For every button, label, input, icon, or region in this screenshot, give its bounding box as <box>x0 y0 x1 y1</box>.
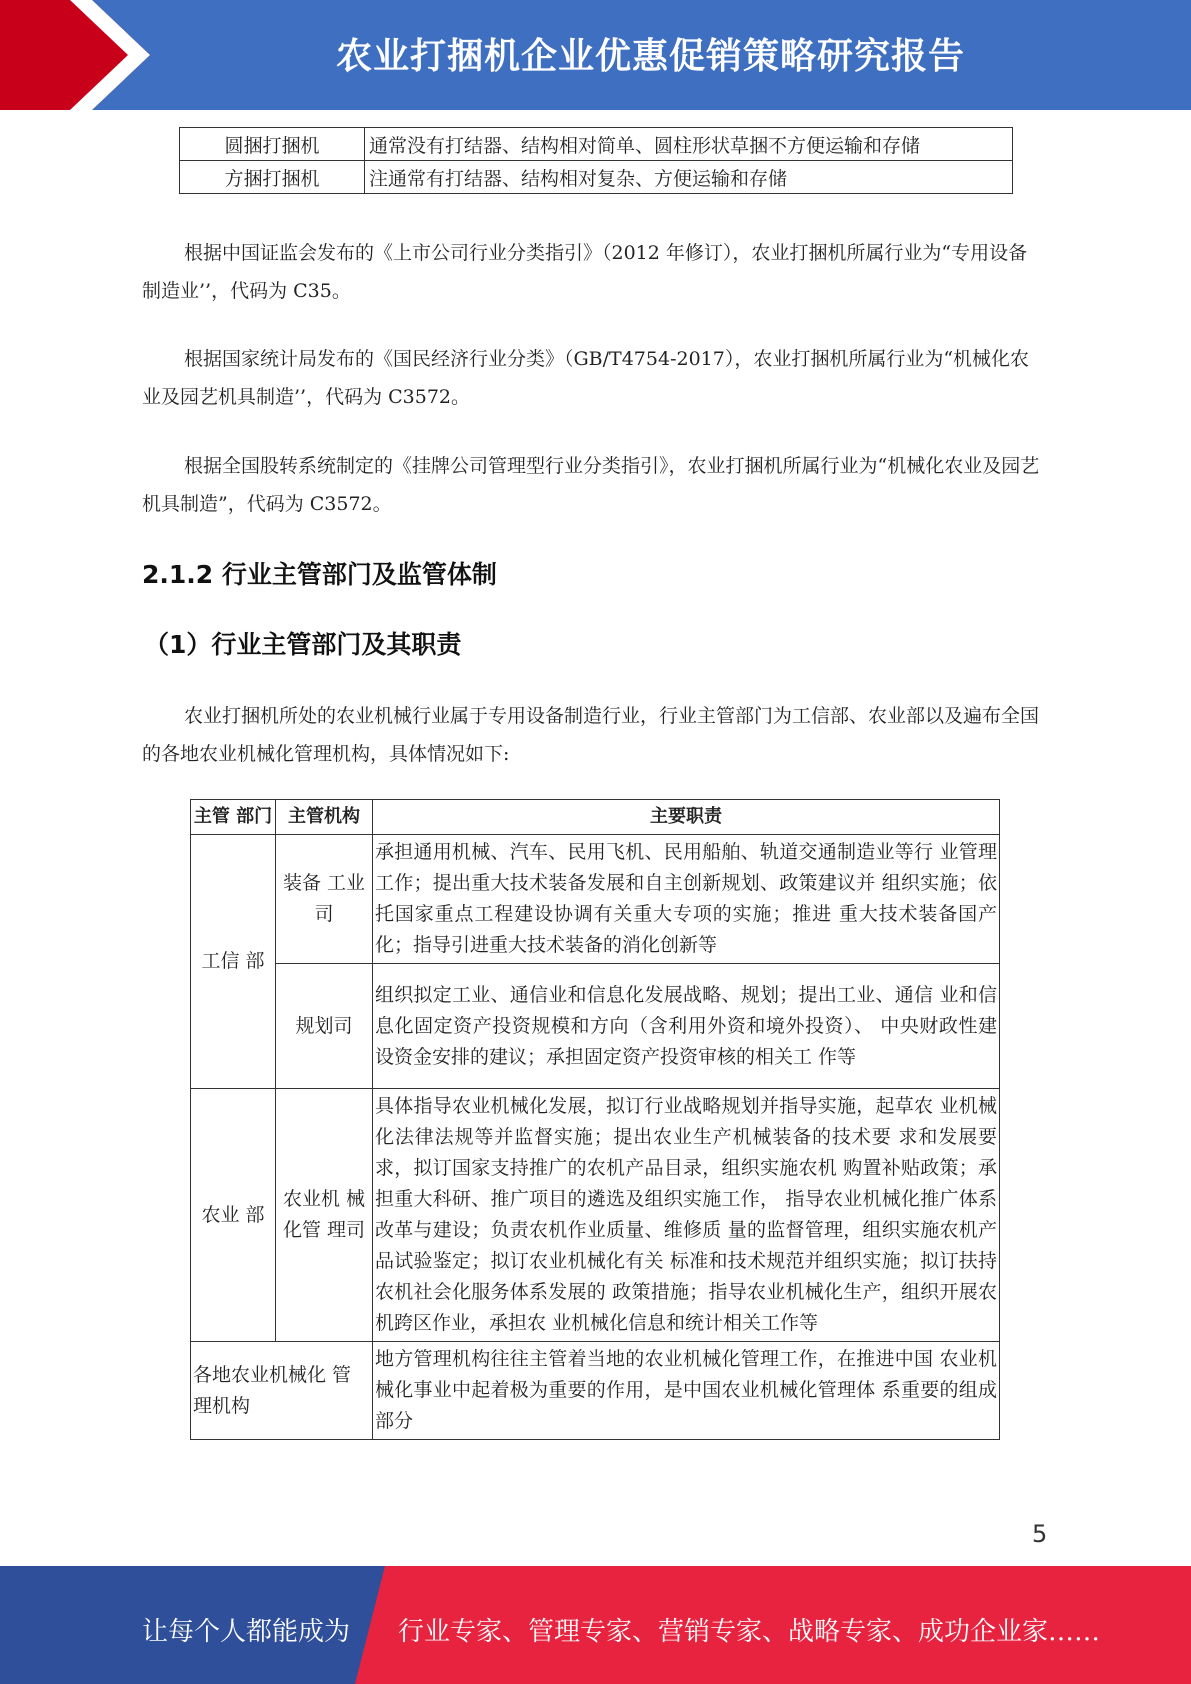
duty-cell: 组织拟定工业、通信业和信息化发展战略、规划；提出工业、通信 业和信息化固定资产投资规模和方向（含利用外资和境外投资）、 中央财政性建设资金安排的建议；承担固定资产投资审核的相关工 作等 <box>373 964 1000 1089</box>
section-heading-212: 2.1.2 行业主管部门及监管体制 <box>142 560 497 589</box>
baler-type: 圆捆打捆机 <box>180 128 365 161</box>
page-number: 5 <box>1032 1520 1048 1548</box>
table-row <box>191 964 1000 1089</box>
footer-slogan-right: 行业专家、管理专家、营销专家、战略专家、成功企业家…… <box>398 1617 1101 1647</box>
table-row <box>191 835 1000 964</box>
paragraph-neeq: 根据全国股转系统制定的《挂牌公司管理型行业分类指引》，农业打捆机所属行业为“机械化农业及园艺机具制造”，代码为 C3572。 <box>142 455 1040 515</box>
duty-cell: 承担通用机械、汽车、民用飞机、民用船舶、轨道交通制造业等行 业管理工作；提出重大技术装备发展和自主创新规划、政策建议并 组织实施；依托国家重点工程建设协调有关重大专项的实施；推进 重大技术装备国产化；指导引进重大技术装备的消化创新等 <box>373 835 1000 964</box>
dept-cell: 各地农业机械化 管理机构 <box>191 1342 373 1440</box>
table-header-row <box>191 800 1000 835</box>
baler-desc: 通常没有打结器、结构相对简单、圆柱形状草捆不方便运输和存储 <box>365 128 1013 161</box>
page-header <box>0 0 1191 110</box>
org-cell: 农业机 械化管 理司 <box>276 1089 373 1342</box>
col-header-org: 主管机构 <box>276 800 373 835</box>
org-cell: 规划司 <box>276 964 373 1089</box>
baler-type: 方捆打捆机 <box>180 161 365 194</box>
paragraph-nbs: 根据国家统计局发布的《国民经济行业分类》（GB/T4754-2017），农业打捆机所属行业为“机械化农业及园艺机具制造’’，代码为 C3572。 <box>142 348 1030 408</box>
org-cell: 装备 工业司 <box>276 835 373 964</box>
col-header-duty: 主要职责 <box>373 800 1000 835</box>
subsection-heading-1: （1）行业主管部门及其职责 <box>144 630 462 659</box>
dept-cell: 工信 部 <box>191 835 276 1089</box>
baler-desc: 注通常有打结器、结构相对复杂、方便运输和存储 <box>365 161 1013 194</box>
authority-table <box>190 799 1000 1440</box>
table-row <box>180 161 1013 194</box>
header-title: 农业打捆机企业优惠促销策略研究报告 <box>335 36 965 77</box>
paragraph-intro: 农业打捆机所处的农业机械行业属于专用设备制造行业，行业主管部门为工信部、农业部以及遍布全国的各地农业机械化管理机构，具体情况如下: <box>142 705 1040 765</box>
col-header-dept: 主管 部门 <box>191 800 276 835</box>
table-row <box>191 1342 1000 1440</box>
duty-cell: 地方管理机构往往主管着当地的农业机械化管理工作，在推进中国 农业机械化事业中起着极为重要的作用，是中国农业机械化管理体 系重要的组成部分 <box>373 1342 1000 1440</box>
table-row <box>191 1089 1000 1342</box>
table-row <box>180 128 1013 161</box>
paragraph-csrc: 根据中国证监会发布的《上市公司行业分类指引》（2012 年修订），农业打捆机所属行业为“专用设备制造业’’，代码为 C35。 <box>142 242 1028 302</box>
baler-type-table <box>179 127 1013 194</box>
footer-slogan-left: 让每个人都能成为 <box>142 1617 351 1647</box>
dept-cell: 农业 部 <box>191 1089 276 1342</box>
duty-cell: 具体指导农业机械化发展，拟订行业战略规划并指导实施，起草农 业机械化法律法规等并监督实施；提出农业生产机械装备的技术要 求和发展要求，拟订国家支持推广的农机产品目录，组织实施农机 购置补贴政策；承担重大科研、推广项目的遴选及组织实施工作， 指导农业机械化推广体系改革与建设；负责农机作业质量、维修质 量的监督管理，组织实施农机产品试验鉴定；拟订农业机械化有关 标准和技术规范并组织实施；拟订扶持农机社会化服务体系发展的 政策措施；指导农业机械化生产，组织开展农机跨区作业，承担农 业机械化信息和统计相关工作等 <box>373 1089 1000 1342</box>
